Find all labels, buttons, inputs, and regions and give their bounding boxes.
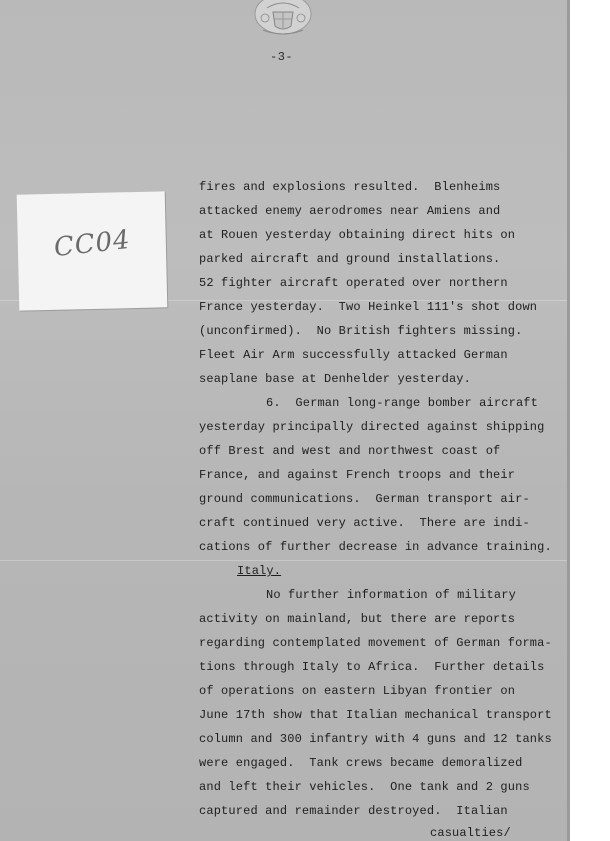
- text-line: fires and explosions resulted. Blenheims: [199, 180, 501, 194]
- page-edge-shadow: [567, 0, 570, 841]
- text-line: 6. German long-range bomber aircraft: [266, 396, 538, 410]
- text-line: tions through Italy to Africa. Further details: [199, 660, 545, 674]
- text-line: ground communications. German transport air-: [199, 492, 530, 506]
- text-line: column and 300 infantry with 4 guns and 12 tanks: [199, 732, 552, 746]
- text-line: of operations on eastern Libyan frontier on: [199, 684, 516, 698]
- text-line: attacked enemy aerodromes near Amiens and: [199, 204, 501, 218]
- text-line: Fleet Air Arm successfully attacked German: [199, 348, 508, 362]
- catchword-text: casualties/: [430, 826, 511, 840]
- page-number: -3-: [270, 50, 294, 64]
- note-label: CC04: [52, 224, 133, 264]
- text-line: June 17th show that Italian mechanical transport: [199, 708, 552, 722]
- text-line: activity on mainland, but there are reports: [199, 612, 516, 626]
- text-line: parked aircraft and ground installations.: [199, 252, 501, 266]
- text-line: regarding contemplated movement of German forma-: [199, 636, 552, 650]
- text-line: craft continued very active. There are indi-: [199, 516, 530, 530]
- text-line: France yesterday. Two Heinkel 111's shot down: [199, 300, 538, 314]
- text-line: (unconfirmed). No British fighters missing.: [199, 324, 523, 338]
- text-line: were engaged. Tank crews became demoralized: [199, 756, 523, 770]
- text-line: off Brest and west and northwest coast of: [199, 444, 501, 458]
- handwritten-sticky-note: [17, 191, 168, 310]
- section-heading-italy: Italy.: [237, 564, 282, 578]
- text-line: and left their vehicles. One tank and 2 guns: [199, 780, 530, 794]
- text-line: yesterday principally directed against shipping: [199, 420, 545, 434]
- text-line: seaplane base at Denhelder yesterday.: [199, 372, 471, 386]
- text-line: No further information of military: [266, 588, 516, 602]
- text-line: cations of further decrease in advance training.: [199, 540, 552, 554]
- text-line: at Rouen yesterday obtaining direct hits on: [199, 228, 516, 242]
- text-line: 52 fighter aircraft operated over northern: [199, 276, 508, 290]
- text-line: captured and remainder destroyed. Italian: [199, 804, 508, 818]
- text-line: France, and against French troops and their: [199, 468, 516, 482]
